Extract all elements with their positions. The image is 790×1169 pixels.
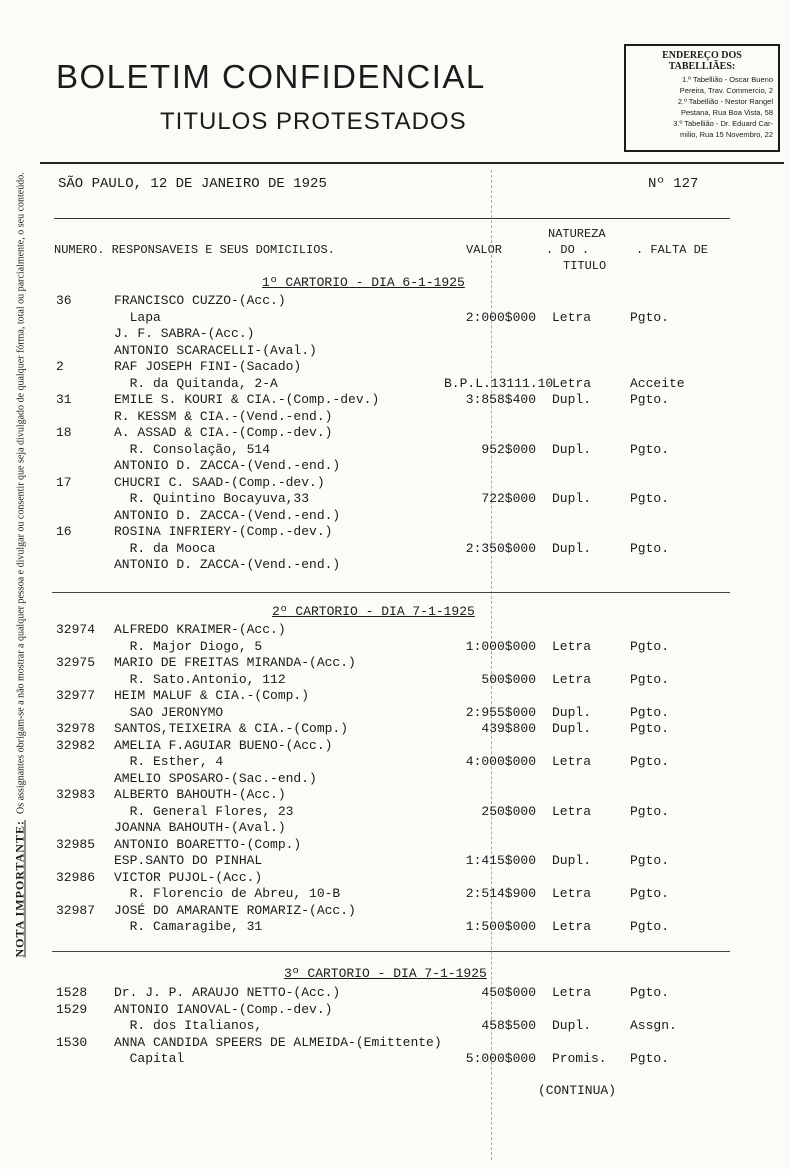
entry-nature: Promis. — [552, 1051, 607, 1066]
entry-party: RAF JOSEPH FINI-(Sacado) — [114, 359, 302, 374]
entry-nature: Letra — [552, 919, 592, 934]
entry-party: ANNA CANDIDA SPEERS DE ALMEIDA-(Emittente) — [114, 1034, 442, 1050]
entry-party: ANTONIO BOARETTO-(Comp.) — [114, 836, 302, 852]
entry-number: 32987 — [56, 902, 96, 918]
entry-party: R. Consolação, 514 — [114, 441, 271, 457]
entry-value: 1:415$000 — [465, 853, 536, 868]
entry-value: 450$000 — [481, 985, 536, 1000]
entry-party: A. ASSAD & CIA.-(Comp.-dev.) — [114, 425, 333, 440]
entry-number: 32978 — [56, 721, 96, 736]
entry-party: JOANNA BAHOUTH-(Aval.) — [114, 820, 286, 835]
entry-party: R. dos Italianos, — [114, 1018, 263, 1033]
address-line: Pereira, Trav. Commercio, 2 — [679, 86, 773, 95]
entry-number: 1528 — [56, 985, 88, 1000]
entry-value: 2:000$000 — [465, 309, 536, 325]
column-header-falta: . FALTA DE — [636, 243, 709, 257]
entry-party: R. General Flores, 23 — [114, 803, 294, 819]
section-divider — [52, 592, 730, 593]
entry-party: R. Esther, 4 — [114, 754, 224, 769]
column-header-valor: VALOR — [466, 243, 503, 257]
entry-party: ESP.SANTO DO PINHAL — [114, 853, 263, 868]
entry-value: 1:500$000 — [465, 919, 536, 934]
entry-party: J. F. SABRA-(Acc.) — [114, 326, 255, 341]
entry-default: Pgto. — [630, 886, 670, 901]
entry-number: 1529 — [56, 1001, 88, 1017]
entry-number: 18 — [56, 425, 72, 440]
issue-number: Nº 127 — [648, 176, 699, 192]
address-line: milio, Rua 15 Novembro, 22 — [680, 130, 773, 139]
entry-value: 2:955$000 — [465, 704, 536, 720]
entry-party: VICTOR PUJOL-(Acc.) — [114, 869, 263, 885]
entry-number: 32985 — [56, 836, 96, 852]
entry-value: 439$800 — [481, 721, 536, 736]
entry-party: R. da Mooca — [114, 540, 216, 556]
entry-party: R. da Quitanda, 2-A — [114, 375, 278, 391]
entry-nature: Letra — [552, 375, 592, 391]
entry-default: Pgto. — [630, 638, 670, 654]
entry-party: R. Quintino Bocayuva,33 — [114, 491, 310, 506]
entry-default: Assgn. — [630, 1018, 677, 1033]
column-header-natureza: NATUREZA — [548, 227, 606, 241]
bulletin-subtitle: TITULOS PROTESTADOS — [160, 108, 467, 135]
entry-value: 500$000 — [481, 671, 536, 687]
entry-party: Lapa — [114, 309, 161, 325]
entry-party: JOSÉ DO AMARANTE ROMARIZ-(Acc.) — [114, 902, 356, 918]
entry-party: FRANCISCO CUZZO-(Acc.) — [114, 293, 286, 308]
entry-nature: Dupl. — [552, 1018, 592, 1033]
entry-default: Pgto. — [630, 754, 670, 769]
entry-party: R. KESSM & CIA.-(Vend.-end.) — [114, 408, 333, 424]
continued-marker: (CONTINUA) — [538, 1083, 617, 1098]
address-line: 3.º Tabellião - Dr. Eduard Car- — [673, 119, 773, 128]
entry-number: 17 — [56, 474, 72, 490]
entry-party: ANTONIO D. ZACCA-(Vend.-end.) — [114, 458, 341, 473]
entry-value: 4:000$000 — [465, 754, 536, 769]
entry-default: Pgto. — [630, 803, 670, 819]
entry-nature: Letra — [552, 309, 592, 325]
column-header-titulo: TITULO — [563, 259, 607, 273]
section-divider — [52, 951, 730, 952]
entry-party: AMELIA F.AGUIAR BUENO-(Acc.) — [114, 737, 333, 753]
entry-nature: Letra — [552, 886, 592, 901]
entry-party: CHUCRI C. SAAD-(Comp.-dev.) — [114, 474, 325, 490]
entry-nature: Letra — [552, 985, 592, 1000]
entry-default: Pgto. — [630, 309, 670, 325]
header-divider — [40, 162, 784, 164]
entry-number: 2 — [56, 359, 64, 374]
entry-nature: Letra — [552, 803, 592, 819]
important-note — [12, 172, 28, 958]
entry-number: 32977 — [56, 688, 96, 703]
entry-party: ANTONIO D. ZACCA-(Vend.-end.) — [114, 507, 341, 523]
entry-party: SAO JERONYMO — [114, 704, 224, 720]
entry-default: Pgto. — [630, 721, 670, 736]
entry-value: 2:514$900 — [465, 886, 536, 901]
entry-party: SANTOS,TEIXEIRA & CIA.-(Comp.) — [114, 721, 349, 736]
entry-party: ROSINA INFRIERY-(Comp.-dev.) — [114, 524, 333, 539]
address-line: 2.º Tabellião - Nestor Rangel — [677, 97, 773, 106]
entry-number: 36 — [56, 293, 72, 308]
entry-number: 32982 — [56, 737, 96, 753]
column-header-rule — [54, 218, 730, 219]
entry-party: MARIO DE FREITAS MIRANDA-(Acc.) — [114, 655, 356, 670]
entry-number: 32983 — [56, 787, 96, 802]
entry-value: 2:350$000 — [465, 540, 536, 556]
entry-nature: Letra — [552, 671, 592, 687]
entry-value: 3:858$400 — [465, 392, 536, 407]
entry-party: Capital — [114, 1051, 185, 1066]
entry-party: ANTONIO IANOVAL-(Comp.-dev.) — [114, 1001, 333, 1017]
entry-party: ANTONIO SCARACELLI-(Aval.) — [114, 342, 317, 358]
entry-default: Pgto. — [630, 919, 670, 934]
entry-default: Acceite — [630, 375, 685, 391]
cartorio-heading: 2º CARTORIO - DIA 7-1-1925 — [272, 604, 475, 619]
entry-default: Pgto. — [630, 853, 670, 868]
entry-default: Pgto. — [630, 1051, 670, 1066]
entry-value: 250$000 — [481, 803, 536, 819]
entry-nature: Dupl. — [552, 704, 592, 720]
entry-number: 1530 — [56, 1034, 88, 1050]
entry-nature: Dupl. — [552, 853, 592, 868]
entry-default: Pgto. — [630, 540, 670, 556]
entry-value: B.P.L.13111.10 — [444, 375, 554, 391]
entry-party: ANTONIO D. ZACCA-(Vend.-end.) — [114, 557, 341, 572]
entry-value: 1:000$000 — [465, 638, 536, 654]
entry-nature: Dupl. — [552, 392, 592, 407]
important-note-label: NOTA IMPORTANTE: — [12, 820, 27, 958]
entry-nature: Dupl. — [552, 491, 592, 506]
entry-number: 16 — [56, 524, 72, 539]
entry-default: Pgto. — [630, 392, 670, 407]
bulletin-title: BOLETIM CONFIDENCIAL — [56, 58, 486, 95]
entry-value: 722$000 — [481, 491, 536, 506]
entry-party: R. Florencio de Abreu, 10-B — [114, 886, 341, 901]
address-line: Pestana, Rua Boa Vista, 58 — [680, 108, 773, 117]
entry-nature: Dupl. — [552, 540, 592, 556]
cartorio-heading: 3º CARTORIO - DIA 7-1-1925 — [284, 966, 487, 981]
entry-default: Pgto. — [630, 985, 670, 1000]
column-header-natureza-do: . DO . — [546, 243, 590, 257]
important-note-text: Os assignantes obrigam-se a não mostrar a qualquer pessoa e divulgar ou consentir que seja divulgado de qualquer fórma, total ou parcialmente, o seu conteúdo. — [15, 172, 27, 815]
entry-number: 32975 — [56, 655, 96, 670]
entry-party: R. Major Diogo, 5 — [114, 638, 263, 654]
address-box-title: ENDEREÇO DOS TABELLIÃES: — [662, 50, 742, 72]
entry-party: EMILE S. KOURI & CIA.-(Comp.-dev.) — [114, 392, 380, 407]
entry-party: R. Sato.Antonio, 112 — [114, 671, 286, 687]
entry-party: AMELIO SPOSARO-(Sac.-end.) — [114, 770, 317, 786]
dateline: SÃO PAULO, 12 DE JANEIRO DE 1925 — [58, 176, 327, 192]
entry-value: 458$500 — [481, 1018, 536, 1033]
entry-party: ALBERTO BAHOUTH-(Acc.) — [114, 787, 286, 802]
entry-nature: Letra — [552, 638, 592, 654]
entry-value: 952$000 — [481, 441, 536, 457]
entry-party: R. Camaragibe, 31 — [114, 919, 263, 934]
entry-default: Pgto. — [630, 491, 670, 506]
cartorio-heading: 1º CARTORIO - DIA 6-1-1925 — [262, 275, 465, 290]
entry-number: 31 — [56, 392, 72, 407]
entry-party: HEIM MALUF & CIA.-(Comp.) — [114, 688, 310, 703]
entry-nature: Dupl. — [552, 441, 592, 457]
entry-party: ALFREDO KRAIMER-(Acc.) — [114, 622, 286, 637]
entry-default: Pgto. — [630, 671, 670, 687]
entry-default: Pgto. — [630, 441, 670, 457]
entry-number: 32986 — [56, 869, 96, 885]
entry-default: Pgto. — [630, 704, 670, 720]
address-line: 1.º Tabellião - Oscar Bueno — [682, 75, 773, 84]
entry-number: 32974 — [56, 622, 96, 637]
entry-nature: Letra — [552, 754, 592, 769]
entry-nature: Dupl. — [552, 721, 592, 736]
notary-address-box — [624, 44, 780, 152]
column-header-responsaveis: NUMERO. RESPONSAVEIS E SEUS DOMICILIOS. — [54, 243, 335, 257]
entry-party: Dr. J. P. ARAUJO NETTO-(Acc.) — [114, 985, 341, 1000]
entry-value: 5:000$000 — [465, 1051, 536, 1066]
